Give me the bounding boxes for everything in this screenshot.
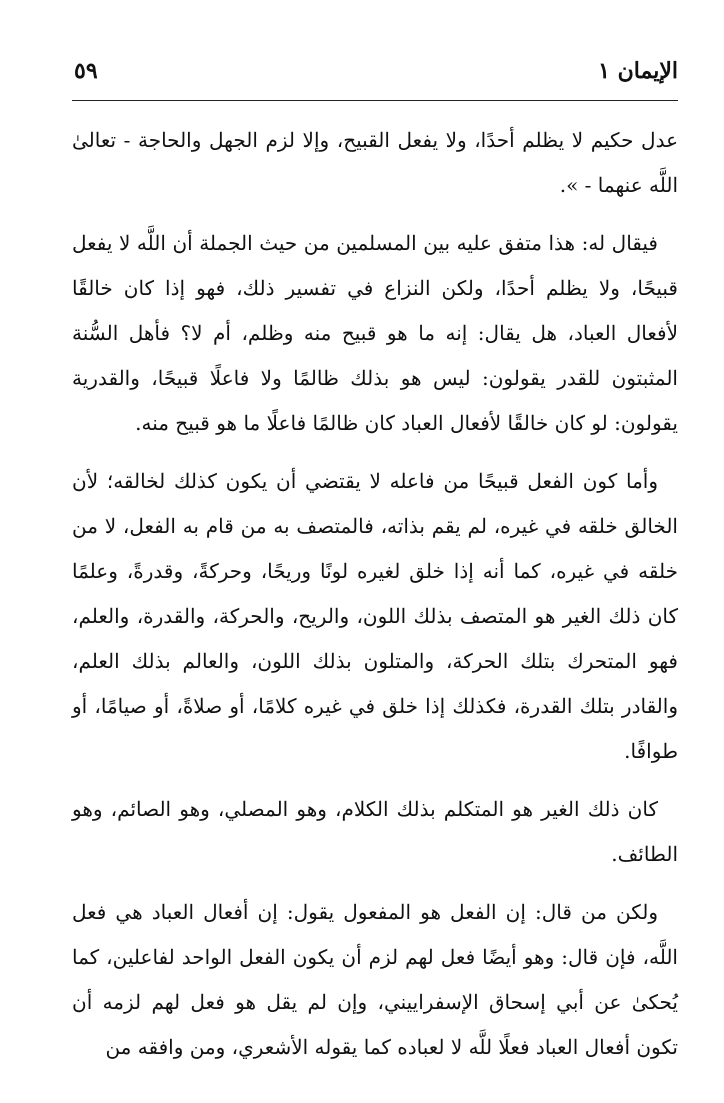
paragraph-3: وأما كون الفعل قبيحًا من فاعله لا يقتضي أن يكون كذلك لخالقه؛ لأن الخالق خلقه في غيره، لم يقم بذاته، فالمتصف به من قام به الفعل، لا من خلقه في غيره، كما أنه إذا خلق لغيره لونًا وريحًا، وحركةً، وقدرةً، وعلمًا كان ذلك الغير هو المتصف بذلك اللون، والريح، والحركة، والقدرة، والعلم، فهو المتحرك بتلك الحركة، والمتلون بذلك اللون، والعالم بذلك العلم، والقادر بتلك القدرة، فكذلك إذا خلق في غيره كلامًا، أو صلاةً، أو صيامًا، أو طوافًا. [72,469,678,763]
header-divider [72,100,678,101]
body-text [72,118,678,1070]
page-number: ٥٩ [74,58,98,84]
paragraph-5: ولكن من قال: إن الفعل هو المفعول يقول: إن أفعال العباد هي فعل اللَّه، فإن قال: وهو أيضًا فعل لهم لزم أن يكون الفعل الواحد لفاعلين، كما يُحكىٰ عن أبي إسحاق الإسفراييني، وإن لم يقل هو فعل لهم لزمه أن تكون أفعال العباد فعلًا للَّه لا لعباده كما يقوله الأشعري، ومن وافقه من [72,900,678,1059]
running-header-title: الإيمان ١ [598,58,678,84]
page-header [0,52,724,92]
paragraph-2: فيقال له: هذا متفق عليه بين المسلمين من حيث الجملة أن اللَّه لا يفعل قبيحًا، ولا يظلم أحدًا، ولكن النزاع في تفسير ذلك، فهو إذا كان خالقًا لأفعال العباد، هل يقال: إنه ما هو قبيح منه وظلم، أم لا؟ فأهل السُّنة المثبتون للقدر يقولون: ليس هو بذلك ظالمًا ولا فاعلًا قبيحًا، والقدرية يقولون: لو كان خالقًا لأفعال العباد كان ظالمًا فاعلًا ما هو قبيح منه. [72,231,678,435]
paragraph-4: كان ذلك الغير هو المتكلم بذلك الكلام، وهو المصلي، وهو الصائم، وهو الطائف. [72,797,678,866]
paragraph-1: عدل حكيم لا يظلم أحدًا، ولا يفعل القبيح، وإلا لزم الجهل والحاجة - تعالىٰ اللَّه عنهما - ». [72,128,678,197]
